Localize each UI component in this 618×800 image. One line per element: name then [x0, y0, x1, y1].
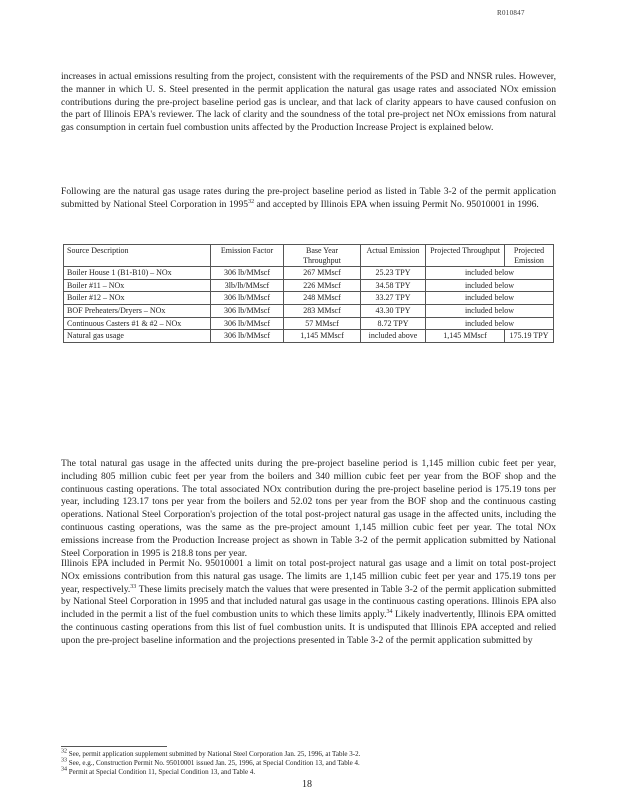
natural-gas-usage-table — [63, 244, 554, 343]
emission-factor: 3lb/lb/MMscf — [211, 279, 284, 292]
source-description: Boiler House 1 (B1-B10) – NOx — [64, 267, 211, 280]
footnote-text: Permit at Special Condition 11, Special Condition 13, and Table 4. — [68, 768, 256, 776]
projection-note: included below — [426, 292, 554, 305]
base-year-throughput: 57 MMscf — [284, 317, 361, 330]
actual-emission: 25.23 TPY — [361, 267, 426, 280]
table-total-row — [64, 330, 554, 343]
column-header: Actual Emission — [361, 245, 426, 267]
base-year-throughput: 226 MMscf — [284, 279, 361, 292]
table-header-row — [64, 245, 554, 267]
column-header: Source Description — [64, 245, 211, 267]
table-row — [64, 292, 554, 305]
actual-emission: included above — [361, 330, 426, 343]
column-header: Emission Factor — [211, 245, 284, 267]
footnote-divider — [61, 746, 167, 747]
footnote-number: 33 — [61, 757, 67, 764]
paragraph-permit-limits-text: These limits precisely match the values that were presented in Table 3-2 of the permit application submitted by National Steel Corporation in 1995 and that included natural gas usage in the continuous casting operations. Illinois EPA also included in the permit a list of the fuel combustion units to which these limits apply. — [61, 583, 557, 621]
column-header: Projected Throughput — [426, 245, 505, 267]
footnote-text: See, e.g., Construction Permit No. 95010001 issued Jan. 25, 1996, at Special Condition 13, and Table 4. — [68, 759, 360, 767]
base-year-throughput: 1,145 MMscf — [284, 330, 361, 343]
footnote — [61, 750, 556, 759]
projection-note: included below — [426, 317, 554, 330]
paragraph-table-intro — [61, 186, 556, 212]
table-row — [64, 304, 554, 317]
source-description: Natural gas usage — [64, 330, 211, 343]
base-year-throughput: 283 MMscf — [284, 304, 361, 317]
paragraph-permit-limits-text: Likely inadvertently, Illinois EPA omitted the continuous casting operations from this list of fuel combustion units. It is undisputed that Illinois EPA accepted and relied upon the pre-project baseline information and the projections presented in Table 3-2 of the permit application submitted by — [61, 609, 556, 646]
footnote — [61, 759, 556, 768]
source-description: BOF Preheaters/Dryers – NOx — [64, 304, 211, 317]
page-number: 18 — [302, 779, 312, 790]
paragraph-table-intro-text-end: and accepted by Illinois EPA when issuing Permit No. 95010001 in 1996. — [254, 198, 539, 210]
paragraph-intro: increases in actual emissions resulting from the project, consistent with the requirements of the PSD and NNSR rules. However, the manner in which U. S. Steel presented in the permit application the natural gas usage rates and associated NOx emission contributions during the pre-project baseline period gas is unclear, and that lack of clarity appears to have caused confusion on the part of Illinois EPA's reviewer. The lack of clarity and the soundness of the total pre-project net NOx emissions from natural gas consumption in certain fuel combustion units affected by the Production Increase Project is explained below. — [61, 71, 556, 134]
table-row — [64, 317, 554, 330]
projected-throughput: 1,145 MMscf — [426, 330, 505, 343]
projection-note: included below — [426, 304, 554, 317]
projection-note: included below — [426, 279, 554, 292]
emission-factor: 306 lb/MMscf — [211, 330, 284, 343]
paragraph-permit-limits-text: Illinois EPA included in Permit No. 95010001 a limit on total post-project natural gas usage and a limit on total post-project NOx emissions contribution from this natural gas usage. The limits are 1,145 million cubic feet per year and 175.19 tons per year, respectively. — [61, 558, 556, 595]
paragraph-permit-limits — [61, 558, 556, 648]
actual-emission: 34.58 TPY — [361, 279, 426, 292]
projected-emission: 175.19 TPY — [505, 330, 554, 343]
column-header: Projected Emission — [505, 245, 554, 267]
document-number: R010847 — [497, 9, 525, 17]
emission-factor: 306 lb/MMscf — [211, 317, 284, 330]
actual-emission: 33.27 TPY — [361, 292, 426, 305]
emission-factor: 306 lb/MMscf — [211, 304, 284, 317]
emission-factor: 306 lb/MMscf — [211, 267, 284, 280]
paragraph-table-intro-text: Following are the natural gas usage rates during the pre-project baseline period as listed in Table 3-2 of the permit application submitted by National Steel Corporation in 1995 — [61, 186, 556, 210]
base-year-throughput: 267 MMscf — [284, 267, 361, 280]
projection-note: included below — [426, 267, 554, 280]
actual-emission: 8.72 TPY — [361, 317, 426, 330]
footnote-number: 34 — [61, 766, 67, 773]
footnote — [61, 768, 556, 777]
source-description: Boiler #12 – NOx — [64, 292, 211, 305]
emission-factor: 306 lb/MMscf — [211, 292, 284, 305]
paragraph-total-usage: The total natural gas usage in the affected units during the pre-project baseline period is 1,145 million cubic feet per year, including 805 million cubic feet per year from the boilers and 340 million cubic feet per year from the BOF shop and the continuous casting operations. The total associated NOx contribution during the pre-project baseline period is 175.19 tons per year, including 123.17 tons per year from the boilers and 52.02 tons per year from the BOF shop and the continuous casting operations. National Steel Corporation's projection of the total post-project natural gas usage in the affected units, including the continuous casting operations, was the same as the pre-project amount 1,145 million cubic feet per year. The total NOx emissions increase from the Production Increase project as shown in Table 3-2 of the permit application submitted by National Steel Corporation in 1995 is 218.8 tons per year. — [61, 458, 556, 559]
footnote-text: See, permit application supplement submitted by National Steel Corporation Jan. 25, 1996, at Table 3-2. — [68, 750, 361, 758]
source-description: Boiler #11 – NOx — [64, 279, 211, 292]
footnote-ref: 34 — [386, 609, 393, 615]
footnote-ref: 32 — [248, 198, 255, 205]
base-year-throughput: 248 MMscf — [284, 292, 361, 305]
table-row — [64, 267, 554, 280]
source-description: Continuous Casters #1 & #2 – NOx — [64, 317, 211, 330]
footnote-number: 32 — [61, 748, 67, 755]
actual-emission: 43.30 TPY — [361, 304, 426, 317]
footnote-ref: 33 — [130, 583, 137, 590]
table-row — [64, 279, 554, 292]
column-header: Base Year Throughput — [284, 245, 361, 267]
